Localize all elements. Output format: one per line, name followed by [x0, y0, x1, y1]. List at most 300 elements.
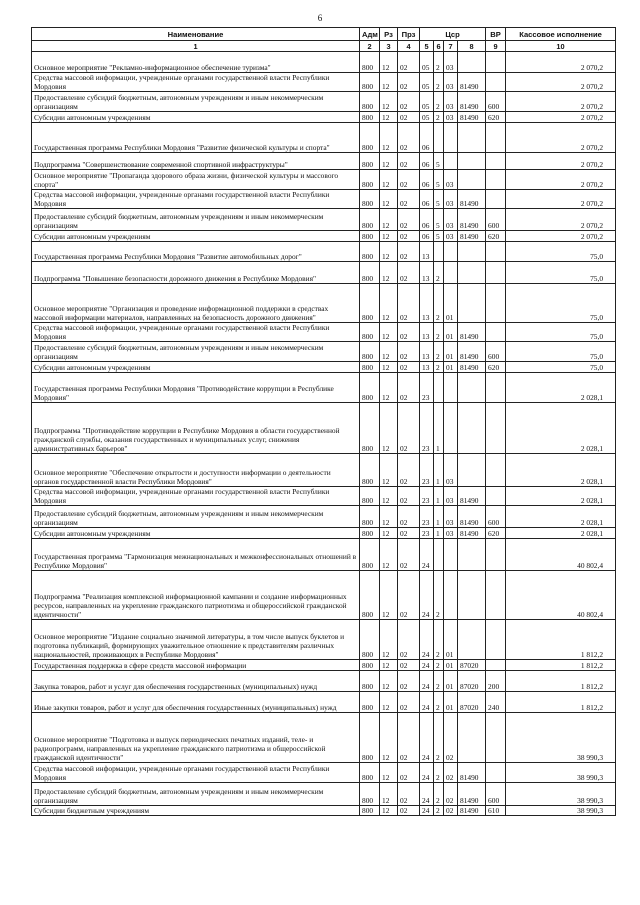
- cell-c3: 03: [444, 73, 458, 92]
- cell-prz: 02: [398, 323, 420, 342]
- cell-c2: [434, 123, 444, 153]
- cell-prz: 02: [398, 284, 420, 323]
- cell-rz: 12: [380, 92, 398, 112]
- cell-adm: 800: [360, 231, 380, 242]
- cell-c2: 2: [434, 783, 444, 806]
- cell-rz: 12: [380, 262, 398, 284]
- cell-rz: 12: [380, 713, 398, 763]
- cell-c1: 24: [420, 692, 434, 713]
- cell-c1: 06: [420, 231, 434, 242]
- table-row: [32, 190, 616, 209]
- cell-vr: 240: [486, 692, 506, 713]
- cell-c2: 2: [434, 362, 444, 373]
- cell-c3: 03: [444, 528, 458, 539]
- cell-c4: [458, 571, 486, 620]
- cell-c3: [444, 571, 458, 620]
- cell-c2: 1: [434, 528, 444, 539]
- cell-c3: [444, 403, 458, 454]
- cell-name: Закупка товаров, работ и услуг для обеспечения государственных (муниципальных) нужд: [32, 671, 360, 692]
- cell-c1: 24: [420, 806, 434, 816]
- cell-adm: 800: [360, 52, 380, 73]
- cell-adm: 800: [360, 362, 380, 373]
- cell-c4: [458, 403, 486, 454]
- cell-c4: 81490: [458, 362, 486, 373]
- table-body: [32, 52, 616, 816]
- cell-vr: [486, 170, 506, 190]
- cell-rz: 12: [380, 539, 398, 571]
- cell-vr: [486, 284, 506, 323]
- cell-c3: 03: [444, 112, 458, 123]
- cell-c4: 81490: [458, 506, 486, 528]
- cell-vr: [486, 487, 506, 506]
- cell-sum: 1 812,2: [506, 660, 616, 671]
- table-row: [32, 262, 616, 284]
- cell-name: Субсидии автономным учреждениям: [32, 362, 360, 373]
- cell-c4: [458, 52, 486, 73]
- cell-c3: [444, 153, 458, 170]
- cell-adm: 800: [360, 170, 380, 190]
- cell-sum: 38 990,3: [506, 763, 616, 783]
- cell-vr: 600: [486, 209, 506, 231]
- cell-sum: 75,0: [506, 284, 616, 323]
- cell-vr: 620: [486, 112, 506, 123]
- cell-name: Подпрограмма "Противодействие коррупции в Республике Мордовия в области государственной гражданской службы, оказания государственных и муниципальных услуг, снижения административных барьеров": [32, 403, 360, 454]
- cell-sum: 2 070,2: [506, 52, 616, 73]
- table-row: [32, 170, 616, 190]
- cell-vr: 200: [486, 671, 506, 692]
- cell-rz: 12: [380, 783, 398, 806]
- cell-prz: 02: [398, 571, 420, 620]
- cell-rz: 12: [380, 373, 398, 403]
- cell-sum: 2 028,1: [506, 528, 616, 539]
- cell-c2: 2: [434, 620, 444, 660]
- cell-c2: 1: [434, 403, 444, 454]
- cell-name: Средства массовой информации, учрежденные органами государственной власти Республики Мордовия: [32, 190, 360, 209]
- cell-c4: 87020: [458, 660, 486, 671]
- cell-c1: 23: [420, 454, 434, 487]
- cell-sum: 2 070,2: [506, 92, 616, 112]
- cell-vr: [486, 763, 506, 783]
- column-number: 10: [506, 41, 616, 52]
- cell-c1: 06: [420, 190, 434, 209]
- cell-c3: 01: [444, 660, 458, 671]
- cell-c2: 2: [434, 660, 444, 671]
- cell-c4: [458, 454, 486, 487]
- cell-prz: 02: [398, 487, 420, 506]
- cell-adm: 800: [360, 660, 380, 671]
- cell-prz: 02: [398, 403, 420, 454]
- table-row: [32, 487, 616, 506]
- cell-c3: 03: [444, 92, 458, 112]
- cell-c2: 2: [434, 671, 444, 692]
- cell-c1: 23: [420, 487, 434, 506]
- cell-c3: 03: [444, 506, 458, 528]
- header-rz: Рз: [380, 28, 398, 41]
- cell-c1: 24: [420, 571, 434, 620]
- column-number: 6: [434, 41, 444, 52]
- cell-rz: 12: [380, 362, 398, 373]
- cell-prz: 02: [398, 123, 420, 153]
- cell-c4: 81490: [458, 763, 486, 783]
- header-tssr: Цср: [420, 28, 486, 41]
- cell-c3: 02: [444, 763, 458, 783]
- cell-prz: 02: [398, 454, 420, 487]
- cell-c3: [444, 242, 458, 262]
- cell-rz: 12: [380, 242, 398, 262]
- cell-prz: 02: [398, 660, 420, 671]
- cell-adm: 800: [360, 153, 380, 170]
- cell-prz: 02: [398, 209, 420, 231]
- cell-c2: 1: [434, 487, 444, 506]
- cell-sum: 75,0: [506, 262, 616, 284]
- cell-name: Государственная поддержка в сфере средств массовой информации: [32, 660, 360, 671]
- cell-c1: 24: [420, 539, 434, 571]
- cell-vr: [486, 262, 506, 284]
- cell-vr: [486, 153, 506, 170]
- table-row: [32, 242, 616, 262]
- cell-prz: 02: [398, 692, 420, 713]
- cell-c2: [434, 242, 444, 262]
- cell-adm: 800: [360, 783, 380, 806]
- cell-adm: 800: [360, 539, 380, 571]
- cell-rz: 12: [380, 763, 398, 783]
- cell-c3: 02: [444, 806, 458, 816]
- cell-prz: 02: [398, 73, 420, 92]
- cell-adm: 800: [360, 73, 380, 92]
- cell-c4: 81490: [458, 73, 486, 92]
- cell-prz: 02: [398, 806, 420, 816]
- column-number: 2: [360, 41, 380, 52]
- header-row: [32, 28, 616, 41]
- cell-c3: 03: [444, 454, 458, 487]
- cell-rz: 12: [380, 323, 398, 342]
- cell-adm: 800: [360, 92, 380, 112]
- cell-rz: 12: [380, 403, 398, 454]
- cell-sum: 38 990,3: [506, 806, 616, 816]
- cell-c1: 24: [420, 783, 434, 806]
- cell-c2: 2: [434, 323, 444, 342]
- cell-name: Основное мероприятие "Издание социально значимой литературы, в том числе выпуск буклетов и подготовка публикаций, формирующих уважительное отношение к представителям различных национальностей, проживающих в Республике Мордовия": [32, 620, 360, 660]
- cell-name: Иные закупки товаров, работ и услуг для обеспечения государственных (муниципальных) нужд: [32, 692, 360, 713]
- cell-vr: [486, 713, 506, 763]
- cell-name: Средства массовой информации, учрежденные органами государственной власти Республики Мордовия: [32, 323, 360, 342]
- page-number: 6: [317, 13, 323, 23]
- cell-c1: 13: [420, 284, 434, 323]
- cell-vr: 620: [486, 231, 506, 242]
- cell-c3: 03: [444, 170, 458, 190]
- table-row: [32, 362, 616, 373]
- table-row: [32, 783, 616, 806]
- cell-c1: 05: [420, 73, 434, 92]
- cell-c3: 01: [444, 284, 458, 323]
- cell-name: Основное мероприятие "Подготовка и выпуск периодических печатных изданий, теле- и радиопрограмм, направленных на укрепление гражданского патриотизма и общероссийской гражданской идентичности": [32, 713, 360, 763]
- cell-sum: 2 070,2: [506, 73, 616, 92]
- cell-adm: 800: [360, 112, 380, 123]
- cell-c4: [458, 373, 486, 403]
- cell-c3: 01: [444, 620, 458, 660]
- cell-vr: [486, 403, 506, 454]
- cell-vr: [486, 620, 506, 660]
- cell-c1: 13: [420, 342, 434, 362]
- cell-c3: 03: [444, 487, 458, 506]
- cell-name: Основное мероприятие "Организация и проведение информационной поддержки в средствах массовой информации материалов, направленных на безопасность дорожного движения": [32, 284, 360, 323]
- cell-prz: 02: [398, 92, 420, 112]
- cell-sum: 2 070,2: [506, 153, 616, 170]
- cell-adm: 800: [360, 806, 380, 816]
- cell-c2: 2: [434, 73, 444, 92]
- header-prz: Прз: [398, 28, 420, 41]
- cell-name: Субсидии автономным учреждениям: [32, 231, 360, 242]
- cell-vr: [486, 190, 506, 209]
- cell-c4: [458, 284, 486, 323]
- column-number: 5: [420, 41, 434, 52]
- cell-rz: 12: [380, 671, 398, 692]
- cell-c3: 03: [444, 209, 458, 231]
- cell-c4: [458, 713, 486, 763]
- cell-vr: [486, 323, 506, 342]
- table-row: [32, 692, 616, 713]
- cell-sum: 2 070,2: [506, 231, 616, 242]
- cell-vr: [486, 454, 506, 487]
- cell-c2: 2: [434, 571, 444, 620]
- column-number: 9: [486, 41, 506, 52]
- cell-c4: 81490: [458, 190, 486, 209]
- cell-c2: 2: [434, 112, 444, 123]
- cell-c4: 81490: [458, 112, 486, 123]
- cell-adm: 800: [360, 454, 380, 487]
- cell-c2: 5: [434, 209, 444, 231]
- header-adm: Адм: [360, 28, 380, 41]
- cell-vr: [486, 539, 506, 571]
- cell-adm: 800: [360, 284, 380, 323]
- cell-c3: 03: [444, 52, 458, 73]
- cell-vr: [486, 242, 506, 262]
- cell-name: Субсидии автономным учреждениям: [32, 528, 360, 539]
- table-row: [32, 620, 616, 660]
- cell-c3: [444, 539, 458, 571]
- cell-adm: 800: [360, 528, 380, 539]
- cell-c4: [458, 153, 486, 170]
- cell-c4: 81490: [458, 806, 486, 816]
- cell-name: Предоставление субсидий бюджетным, автономным учреждениям и иным некоммерческим организациям: [32, 209, 360, 231]
- cell-rz: 12: [380, 487, 398, 506]
- cell-prz: 02: [398, 52, 420, 73]
- cell-vr: [486, 571, 506, 620]
- cell-adm: 800: [360, 713, 380, 763]
- budget-execution-table: [31, 27, 616, 816]
- cell-rz: 12: [380, 692, 398, 713]
- cell-name: Предоставление субсидий бюджетным, автономным учреждениям и иным некоммерческим организациям: [32, 342, 360, 362]
- cell-c1: 24: [420, 671, 434, 692]
- cell-c2: 2: [434, 713, 444, 763]
- cell-c2: 2: [434, 692, 444, 713]
- cell-adm: 800: [360, 342, 380, 362]
- header-cash-execution: Кассовое исполнение: [506, 28, 616, 41]
- cell-prz: 02: [398, 528, 420, 539]
- cell-c1: 06: [420, 153, 434, 170]
- table-row: [32, 528, 616, 539]
- cell-prz: 02: [398, 506, 420, 528]
- cell-c3: 01: [444, 362, 458, 373]
- cell-vr: [486, 660, 506, 671]
- cell-vr: 600: [486, 783, 506, 806]
- cell-sum: 38 990,3: [506, 783, 616, 806]
- column-number: 7: [444, 41, 458, 52]
- cell-c4: [458, 539, 486, 571]
- cell-name: Государственная программа Республики Мордовия "Противодействие коррупции в Республике Мордовия": [32, 373, 360, 403]
- cell-c4: 81490: [458, 783, 486, 806]
- cell-vr: [486, 73, 506, 92]
- cell-adm: 800: [360, 373, 380, 403]
- cell-adm: 800: [360, 506, 380, 528]
- cell-c1: 24: [420, 713, 434, 763]
- cell-c1: 23: [420, 506, 434, 528]
- cell-sum: 75,0: [506, 362, 616, 373]
- cell-sum: 2 070,2: [506, 123, 616, 153]
- cell-c2: 5: [434, 231, 444, 242]
- cell-vr: 600: [486, 92, 506, 112]
- cell-prz: 02: [398, 362, 420, 373]
- cell-c4: 81490: [458, 528, 486, 539]
- cell-name: Основное мероприятие "Рекламно-информационное обеспечение туризма": [32, 52, 360, 73]
- cell-c4: [458, 123, 486, 153]
- cell-c1: 06: [420, 209, 434, 231]
- cell-name: Подпрограмма "Повышение безопасности дорожного движения в Республике Мордовия": [32, 262, 360, 284]
- cell-c2: 2: [434, 806, 444, 816]
- cell-c2: 1: [434, 506, 444, 528]
- column-number: 3: [380, 41, 398, 52]
- cell-adm: 800: [360, 123, 380, 153]
- cell-rz: 12: [380, 112, 398, 123]
- cell-c3: 01: [444, 342, 458, 362]
- cell-sum: 2 028,1: [506, 373, 616, 403]
- table-row: [32, 73, 616, 92]
- cell-c2: 1: [434, 454, 444, 487]
- cell-c1: 24: [420, 660, 434, 671]
- cell-c2: 5: [434, 170, 444, 190]
- cell-sum: 75,0: [506, 242, 616, 262]
- cell-c4: 87020: [458, 671, 486, 692]
- cell-vr: [486, 123, 506, 153]
- cell-sum: 40 802,4: [506, 539, 616, 571]
- cell-rz: 12: [380, 284, 398, 323]
- cell-c4: 81490: [458, 209, 486, 231]
- cell-prz: 02: [398, 242, 420, 262]
- cell-vr: 620: [486, 362, 506, 373]
- cell-name: Государственная программа "Гармонизация межнациональных и межконфессиональных отношений в Республике Мордовия": [32, 539, 360, 571]
- cell-prz: 02: [398, 170, 420, 190]
- cell-name: Государственная программа Республики Мордовия "Развитие физической культуры и спорта": [32, 123, 360, 153]
- cell-rz: 12: [380, 153, 398, 170]
- table-row: [32, 323, 616, 342]
- cell-name: Подпрограмма "Совершенствование современной спортивной инфраструктуры": [32, 153, 360, 170]
- cell-c2: [434, 373, 444, 403]
- cell-c4: 81490: [458, 487, 486, 506]
- header-vr: ВР: [486, 28, 506, 41]
- cell-c3: 03: [444, 231, 458, 242]
- table-row: [32, 231, 616, 242]
- cell-c4: [458, 242, 486, 262]
- table-row: [32, 342, 616, 362]
- cell-c4: 81490: [458, 342, 486, 362]
- cell-c3: [444, 123, 458, 153]
- cell-prz: 02: [398, 620, 420, 660]
- cell-c1: 05: [420, 52, 434, 73]
- cell-c4: 81490: [458, 92, 486, 112]
- cell-adm: 800: [360, 209, 380, 231]
- cell-prz: 02: [398, 153, 420, 170]
- cell-c2: 2: [434, 342, 444, 362]
- cell-name: Подпрограмма "Реализация комплексной информационной кампании и создание информационных ресурсов, направленных на укрепление гражданского патриотизма и общероссийской гражданской идентичности": [32, 571, 360, 620]
- cell-adm: 800: [360, 323, 380, 342]
- cell-c2: 5: [434, 190, 444, 209]
- cell-c3: [444, 262, 458, 284]
- table-row: [32, 92, 616, 112]
- header-name: Наименование: [32, 28, 360, 41]
- cell-sum: 1 812,2: [506, 620, 616, 660]
- cell-rz: 12: [380, 231, 398, 242]
- cell-sum: 1 812,2: [506, 692, 616, 713]
- cell-rz: 12: [380, 342, 398, 362]
- cell-c2: 2: [434, 92, 444, 112]
- cell-adm: 800: [360, 671, 380, 692]
- cell-rz: 12: [380, 170, 398, 190]
- cell-adm: 800: [360, 487, 380, 506]
- cell-c3: 01: [444, 671, 458, 692]
- table-row: [32, 123, 616, 153]
- cell-c4: [458, 170, 486, 190]
- table-row: [32, 671, 616, 692]
- cell-vr: 610: [486, 806, 506, 816]
- cell-rz: 12: [380, 190, 398, 209]
- cell-rz: 12: [380, 506, 398, 528]
- cell-rz: 12: [380, 806, 398, 816]
- cell-rz: 12: [380, 454, 398, 487]
- cell-c1: 13: [420, 362, 434, 373]
- cell-adm: 800: [360, 403, 380, 454]
- table-row: [32, 403, 616, 454]
- cell-rz: 12: [380, 571, 398, 620]
- cell-prz: 02: [398, 373, 420, 403]
- table-row: [32, 763, 616, 783]
- cell-name: Субсидии автономным учреждениям: [32, 112, 360, 123]
- cell-c1: 06: [420, 123, 434, 153]
- cell-sum: 2 070,2: [506, 190, 616, 209]
- cell-c1: 24: [420, 620, 434, 660]
- column-number: 1: [32, 41, 360, 52]
- cell-c1: 13: [420, 242, 434, 262]
- cell-name: Основное мероприятие "Обеспечение открытости и доступности информации о деятельности органов государственной власти Республики Мордовия": [32, 454, 360, 487]
- cell-c3: 01: [444, 692, 458, 713]
- cell-prz: 02: [398, 231, 420, 242]
- cell-c3: 02: [444, 713, 458, 763]
- column-number-row: [32, 41, 616, 52]
- cell-sum: 75,0: [506, 323, 616, 342]
- cell-c1: 13: [420, 323, 434, 342]
- table-row: [32, 284, 616, 323]
- cell-c3: 02: [444, 783, 458, 806]
- cell-name: Субсидии бюджетным учреждениям: [32, 806, 360, 816]
- column-number: 8: [458, 41, 486, 52]
- cell-name: Средства массовой информации, учрежденные органами государственной власти Республики Мордовия: [32, 487, 360, 506]
- cell-c2: 2: [434, 52, 444, 73]
- cell-sum: 38 990,3: [506, 713, 616, 763]
- cell-name: Основное мероприятие "Пропаганда здорового образа жизни, физической культуры и массового спорта": [32, 170, 360, 190]
- cell-c3: 03: [444, 190, 458, 209]
- cell-rz: 12: [380, 528, 398, 539]
- cell-c2: 2: [434, 763, 444, 783]
- cell-c2: 2: [434, 262, 444, 284]
